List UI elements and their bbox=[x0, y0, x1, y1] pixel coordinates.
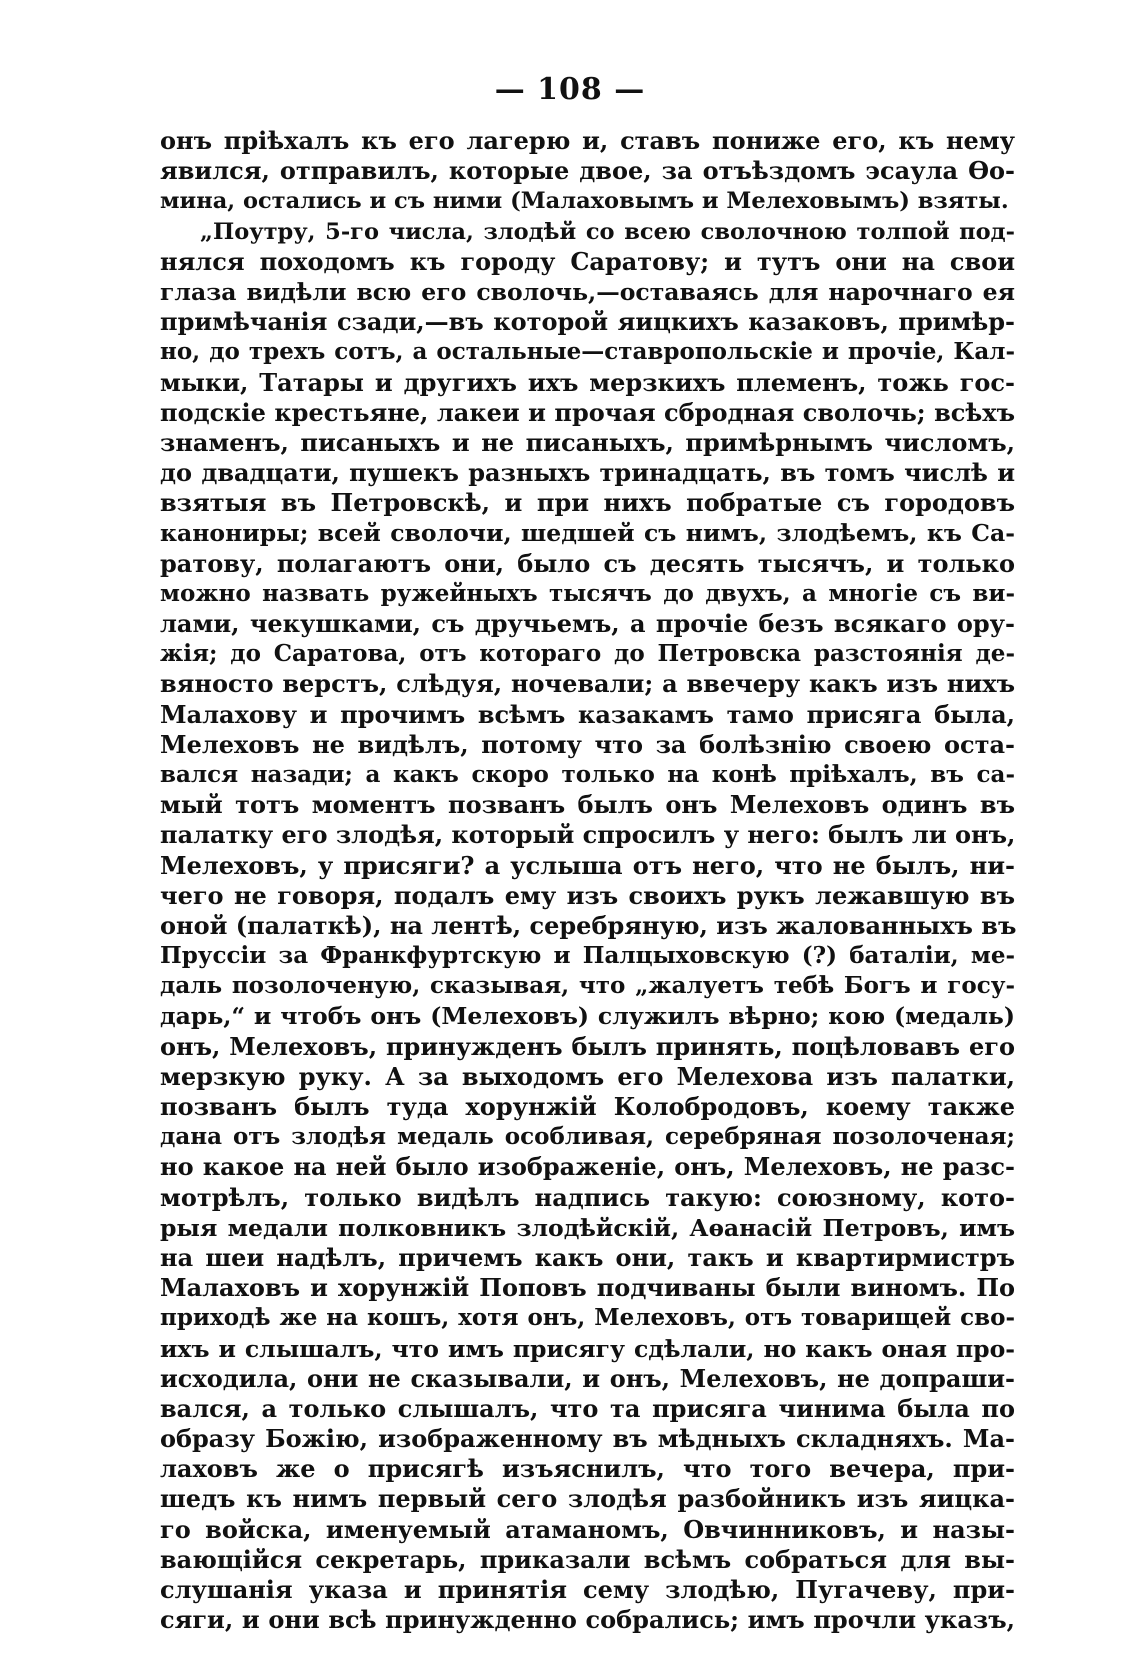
text-line: вяносто верстъ, слѣдуя, ночевали; а ввечеру какъ изъ нихъ bbox=[160, 669, 1015, 699]
text-line: мерзкую руку. А за выходомъ его Мелехова изъ палатки, bbox=[160, 1061, 1015, 1091]
text-line: оной (палаткѣ), на лентѣ, серебряную, изъ жалованныхъ въ bbox=[160, 910, 1017, 940]
text-line: образу Божію, изображенному въ мѣдныхъ складняхъ. Ма- bbox=[160, 1424, 1015, 1454]
text-line: мый тотъ моментъ позванъ былъ онъ Мелеховъ одинъ въ bbox=[160, 790, 1015, 820]
text-line: на шеи надѣлъ, причемъ какъ они, такъ и квартирмистръ bbox=[160, 1242, 1015, 1272]
text-line: палатку его злодѣя, который спросилъ у него: былъ ли онъ, bbox=[160, 820, 1016, 850]
text-line: до двадцати, пушекъ разныхъ тринадцать, въ томъ числѣ и bbox=[160, 458, 1015, 488]
text-line: рыя медали полковникъ злодѣйскій, Аѳанасій Петровъ, имъ bbox=[160, 1213, 1015, 1242]
text-line: но, до трехъ сотъ, а остальные—ставропольскіе и прочіе, Кал- bbox=[160, 338, 1015, 366]
text-line: подскіе крестьяне, лакеи и прочая сбродная сволочь; всѣхъ bbox=[160, 397, 1015, 427]
text-line: вался, а только слышалъ, что та присяга чинима была по bbox=[160, 1393, 1015, 1423]
text-line: сяги, и они всѣ принужденно собрались; имъ прочли указъ, bbox=[160, 1605, 1015, 1635]
text-line: ихъ и слышалъ, что имъ присягу сдѣлали, но какъ оная про- bbox=[160, 1334, 1015, 1363]
text-line: Малаховъ и хорунжій Поповъ подчиваны были виномъ. По bbox=[160, 1273, 1015, 1303]
text-line: исходила, они не сказывали, и онъ, Мелеховъ, не допраши- bbox=[160, 1363, 1015, 1393]
text-line: „Поутру, 5-го числа, злодѣй со всею сволочною толпой под- bbox=[200, 218, 1015, 245]
text-line: мотрѣлъ, только видѣлъ надпись такую: союзному, кото- bbox=[160, 1182, 1015, 1212]
text-line: слушанія указа и принятія сему злодѣю, Пугачеву, при- bbox=[160, 1575, 1015, 1604]
text-line: шедъ къ нимъ первый сего злодѣя разбойникъ изъ яицка- bbox=[160, 1484, 1015, 1514]
text-line: вался назади; а какъ скоро только на конѣ пріѣхалъ, въ са- bbox=[160, 760, 1015, 788]
text-line: примѣчанія сзади,—въ которой яицкихъ казаковъ, примѣр- bbox=[160, 307, 1015, 337]
text-line: явился, отправилъ, которые двое, за отъѣздомъ эсаула Ѳо- bbox=[160, 156, 1015, 186]
text-line: мина, остались и съ ними (Малаховымъ и Мелеховымъ) взяты. bbox=[160, 188, 1009, 215]
page-number: — 108 — bbox=[494, 72, 646, 107]
text-line: го войска, именуемый атаманомъ, Овчинниковъ, и назы- bbox=[160, 1514, 1015, 1544]
text-line: дарь,“ и чтобъ онъ (Мелеховъ) служилъ вѣрно; кою (медаль) bbox=[160, 1002, 1015, 1031]
text-line: Малахову и прочимъ всѣмъ казакамъ тамо присяга была, bbox=[160, 699, 1015, 729]
text-line: нялся походомъ къ городу Саратову; и тутъ они на свои bbox=[160, 246, 1015, 276]
text-line: взятыя въ Петровскѣ, и при нихъ побратые съ городовъ bbox=[160, 488, 1015, 518]
text-line: лами, чекушками, съ дручьемъ, а прочіе безъ всякаго ору- bbox=[160, 609, 1015, 638]
text-line: приходѣ же на кошъ, хотя онъ, Мелеховъ, отъ товарищей сво- bbox=[160, 1304, 1015, 1332]
text-line: позванъ былъ туда хорунжій Колобродовъ, коему также bbox=[160, 1092, 1015, 1121]
text-line: дана отъ злодѣя медаль особливая, серебряная позолоченая; bbox=[160, 1123, 1015, 1151]
text-line: онъ пріѣхалъ къ его лагерю и, ставъ пониже его, къ нему bbox=[160, 126, 1015, 155]
text-line: знаменъ, писаныхъ и не писаныхъ, примѣрнымъ числомъ, bbox=[160, 427, 1015, 457]
text-line: даль позолоченую, сказывая, что „жалуетъ тебѣ Богъ и госу- bbox=[160, 972, 1015, 1000]
text-line: Мелеховъ, у присяги? а услыша отъ него, что не былъ, ни- bbox=[160, 850, 1015, 880]
text-line: чего не говоря, подалъ ему изъ своихъ рукъ лежавшую въ bbox=[160, 880, 1015, 910]
text-line: жія; до Саратова, отъ котораго до Петровска разстоянія де- bbox=[160, 640, 1015, 668]
text-line: онъ, Мелеховъ, принужденъ былъ принять, поцѣловавъ его bbox=[160, 1031, 1015, 1061]
body-text bbox=[160, 126, 1015, 1635]
text-line: Мелеховъ не видѣлъ, потому что за болѣзнію своею оста- bbox=[160, 729, 1015, 759]
text-line: вающійся секретарь, приказали всѣмъ собраться для вы- bbox=[160, 1544, 1015, 1574]
text-line: глаза видѣли всю его сволочь,—оставаясь для нарочнаго ея bbox=[160, 277, 1015, 306]
text-line: но какое на ней было изображеніе, онъ, Мелеховъ, не разс- bbox=[160, 1152, 1015, 1182]
text-line: ратову, полагаютъ они, было съ десять тысячъ, и только bbox=[160, 548, 1015, 578]
text-line: канониры; всей сволочи, шедшей съ нимъ, злодѣемъ, къ Са- bbox=[160, 519, 1015, 548]
text-line: можно назвать ружейныхъ тысячъ до двухъ, а многіе съ ви- bbox=[160, 579, 1015, 607]
text-line: мыки, Татары и другихъ ихъ мерзкихъ племенъ, тожь гос- bbox=[160, 367, 1015, 397]
text-line: Пруссіи за Франкфуртскую и Палцыховскую (?) баталіи, ме- bbox=[160, 942, 1015, 970]
text-line: лаховъ же о присягѣ изъяснилъ, что того вечера, при- bbox=[160, 1454, 1015, 1484]
